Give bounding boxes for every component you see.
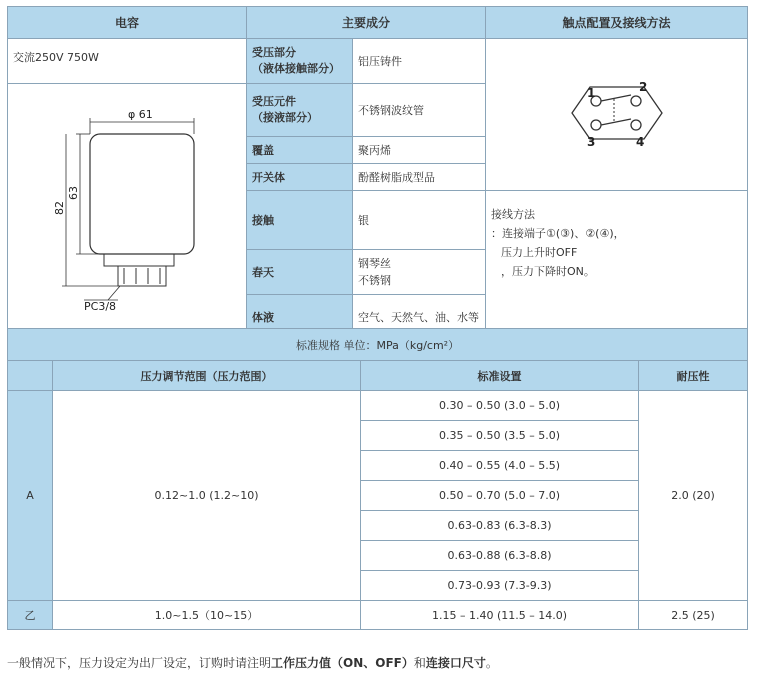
rating: 交流250V 750W [8, 39, 247, 84]
terminal-label-4: 4 [636, 135, 645, 149]
material-label-6: 体液 [247, 295, 353, 340]
type-a: A [8, 391, 53, 601]
material-value-2: 聚丙烯 [353, 137, 486, 164]
material-label-1: 受压元件 （接液部分） [247, 84, 353, 137]
dimension-drawing [8, 84, 247, 336]
material-label-3: 开关体 [247, 164, 353, 191]
material-value-5: 钢琴丝 不锈钢 [353, 250, 486, 295]
note-pre: 一般情况下，压力设定为出厂设定，订购时请注明 [7, 656, 272, 670]
setting-a-1: 0.35 – 0.50 (3.5 – 5.0) [361, 421, 639, 451]
terminal-label-2: 2 [639, 80, 648, 94]
setting-a-0: 0.30 – 0.50 (3.0 – 5.0) [361, 391, 639, 421]
material-value-0: 铝压铸件 [353, 39, 486, 84]
spec-table-bottom [7, 328, 748, 630]
setting-a-5: 0.63-0.88 (6.3-8.8) [361, 541, 639, 571]
contact-diagram [486, 39, 746, 187]
range-b: 1.0~1.5（10~15） [53, 601, 361, 630]
wiring-line-1: ：连接端子①(③)、②(④)， [491, 227, 625, 240]
spec-title: 标准规格 单位：MPa（kg/cm²） [8, 329, 748, 361]
setting-b-0: 1.15 – 1.40 (11.5 – 14.0) [361, 601, 639, 630]
setting-a-3: 0.50 – 0.70 (5.0 – 7.0) [361, 481, 639, 511]
terminal-3 [591, 120, 601, 130]
wiring-line-3: ，压力下降时ON。 [501, 265, 595, 278]
note-bold-pressure: 工作压力值（ON、OFF） [271, 656, 414, 670]
setting-a-4: 0.63-0.83 (6.3-8.3) [361, 511, 639, 541]
terminal-label-3: 3 [587, 135, 596, 149]
header-contacts: 触点配置及接线方法 [486, 7, 748, 39]
withstand-b: 2.5 (25) [639, 601, 748, 630]
spec-header-settings: 标准设置 [361, 361, 639, 391]
material-value-1: 不锈钢波纹管 [353, 84, 486, 137]
header-capacity: 电容 [8, 7, 247, 39]
wiring-line-2: 压力上升时OFF [501, 246, 578, 259]
spec-header-withstand: 耐压性 [639, 361, 748, 391]
wiring-instructions [486, 191, 748, 340]
material-label-5: 春天 [247, 250, 353, 295]
header-materials: 主要成分 [247, 7, 486, 39]
material-label-0: 受压部分 （液体接触部分） [247, 39, 353, 84]
contact-diagram-cell [486, 39, 748, 191]
dim-width: φ 61 [128, 108, 153, 121]
setting-a-6: 0.73-0.93 (7.3-9.3) [361, 571, 639, 601]
note-bold-port: 连接口尺寸 [425, 656, 486, 670]
wiring-line-0: 接线方法 [491, 208, 536, 221]
type-b: 乙 [8, 601, 53, 630]
range-a: 0.12~1.0 (1.2~10) [53, 391, 361, 601]
terminal-4 [631, 120, 641, 130]
footer-note [7, 654, 498, 671]
note-post: 。 [485, 656, 498, 670]
spec-table-top [7, 6, 748, 340]
note-mid: 和 [413, 656, 426, 670]
spec-header-range: 压力调节范围（压力范围） [53, 361, 361, 391]
spec-header-type [8, 361, 53, 391]
material-label-2: 覆盖 [247, 137, 353, 164]
dimension-drawing-cell [8, 84, 247, 340]
material-value-6: 空气、天然气、油、水等 [353, 295, 486, 340]
dim-height-outer: 82 [53, 201, 66, 215]
material-label-4: 接触 [247, 191, 353, 250]
terminal-2 [631, 96, 641, 106]
material-value-4: 银 [353, 191, 486, 250]
dim-height-inner: 63 [67, 186, 80, 200]
dim-port: PC3/8 [84, 300, 117, 313]
terminal-label-1: 1 [587, 86, 596, 100]
setting-a-2: 0.40 – 0.55 (4.0 – 5.5) [361, 451, 639, 481]
withstand-a: 2.0 (20) [639, 391, 748, 601]
material-value-3: 酚醛树脂成型品 [353, 164, 486, 191]
